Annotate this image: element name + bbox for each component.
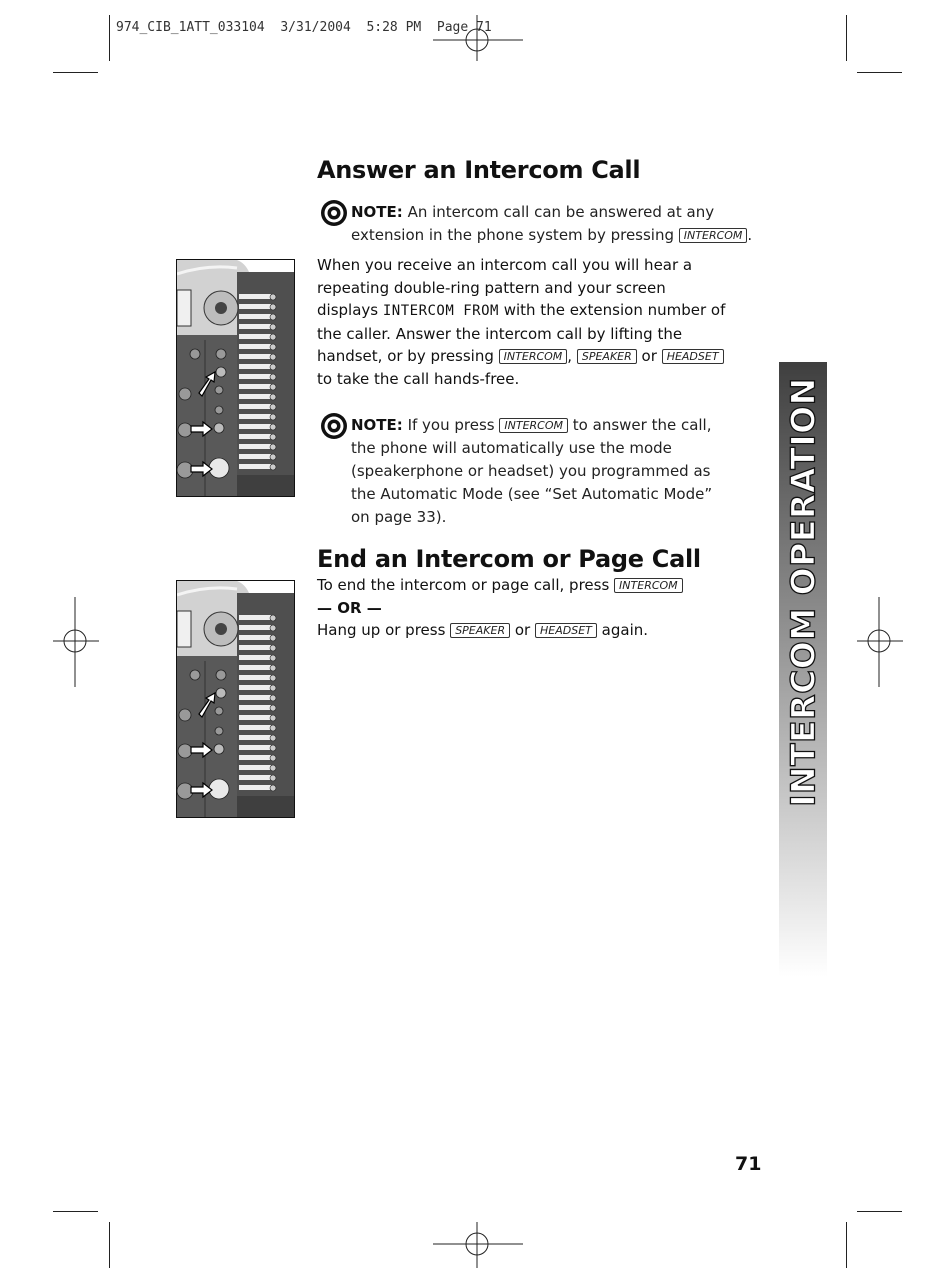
end-text-1: To end the intercom or page call, press xyxy=(317,576,610,594)
screen-display-text: INTERCOM FROM xyxy=(382,303,499,319)
end-instructions xyxy=(317,574,737,642)
note-text-end: . xyxy=(747,226,753,244)
registration-mark-bottom xyxy=(433,1222,523,1268)
phone-illustration-end xyxy=(176,580,295,818)
speaker-key: SPEAKER xyxy=(450,623,510,638)
end-line-1 xyxy=(317,574,737,597)
side-tab-label: INTERCOM OPERATION xyxy=(783,377,823,807)
note-label: NOTE: xyxy=(351,203,403,221)
page-number: 71 xyxy=(735,1153,762,1175)
end-line-3 xyxy=(317,619,737,642)
or-word: or xyxy=(514,621,531,639)
or-separator: — OR — xyxy=(317,598,382,617)
note-text-end: to answer the call, the phone will automatically use the mode (speakerphone or headset) you programmed as the Automatic Mode (see “Set Automatic Mode” on page 33). xyxy=(351,416,713,526)
intercom-key: INTERCOM xyxy=(679,228,748,243)
end-text-3: again. xyxy=(601,621,649,639)
answer-text-3: to take the call hands-free. xyxy=(317,369,520,388)
headset-key: HEADSET xyxy=(535,623,597,638)
intercom-key: INTERCOM xyxy=(499,349,568,364)
headset-key: HEADSET xyxy=(662,349,724,364)
answer-text-2: with the extension number of the caller. Answer the intercom call by lifting the handset, or by pressing xyxy=(317,301,726,365)
answer-instructions xyxy=(317,254,729,390)
section-title-answer: Answer an Intercom Call xyxy=(317,156,641,184)
end-text-2: Hang up or press xyxy=(317,621,446,639)
separator-comma: , xyxy=(567,347,573,365)
note-target-icon xyxy=(320,412,348,440)
note-intercom-any-extension xyxy=(351,201,753,247)
intercom-key: INTERCOM xyxy=(614,578,683,593)
or-word: or xyxy=(641,347,657,365)
section-title-end: End an Intercom or Page Call xyxy=(317,545,701,573)
note-text: If you press xyxy=(407,416,495,434)
speaker-key: SPEAKER xyxy=(577,349,637,364)
answer-text-1: When you receive an intercom call you will hear a repeating double-ring pattern and your screen displays xyxy=(317,256,693,319)
intercom-key: INTERCOM xyxy=(499,418,568,433)
note-target-icon xyxy=(320,199,348,227)
registration-mark-right xyxy=(857,597,903,687)
side-tab xyxy=(779,362,827,977)
note-automatic-mode xyxy=(351,414,723,529)
note-text: An intercom call can be answered at any extension in the phone system by pressing xyxy=(351,203,715,244)
note-label: NOTE: xyxy=(351,416,403,434)
registration-mark-top xyxy=(433,15,523,61)
phone-illustration-answer xyxy=(176,259,295,497)
registration-mark-left xyxy=(53,597,99,687)
print-header: 974_CIB_1ATT_033104 3/31/2004 5:28 PM Page 71 xyxy=(116,20,492,35)
